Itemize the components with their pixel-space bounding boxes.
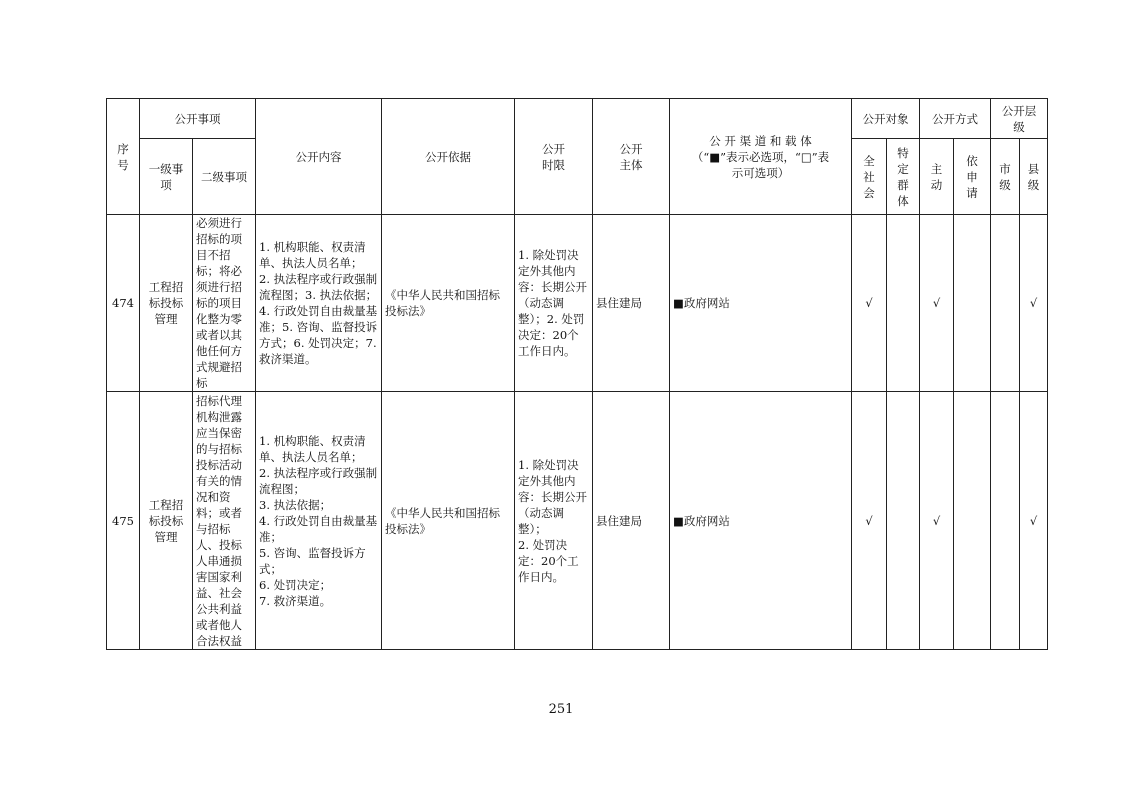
page-number: 251 (548, 702, 574, 717)
header-method-request: 依 申 请 (954, 139, 991, 215)
row-level-county: √ (1020, 215, 1048, 392)
row-seq: 474 (107, 215, 140, 392)
row-basis: 《中华人民共和国招标投标法》 (382, 392, 515, 650)
row-level2: 必须进行招标的项目不招标；将必须进行招标的项目化整为零或者以其他任何方式规避招标 (193, 215, 256, 392)
header-level1: 一级事 项 (140, 139, 193, 215)
header-channel: 公 开 渠 道 和 载 体 （“■”表示必选项，“□”表 示可选项） (670, 99, 852, 215)
row-content: 1. 机构职能、权责清单、执法人员名单； 2. 执法程序或行政强制流程图；3. 执法依据；4. 行政处罚自由裁量基准；5. 咨询、监督投诉方式；6. 处罚决定；7. 救济渠道。 (256, 215, 382, 392)
header-subject: 公开 主体 (593, 99, 670, 215)
row-basis: 《中华人民共和国招标投标法》 (382, 215, 515, 392)
header-seq: 序 号 (107, 99, 140, 215)
row-method-request (954, 392, 991, 650)
row-level-county: √ (1020, 392, 1048, 650)
row-method-request (954, 215, 991, 392)
table-row (107, 215, 1048, 392)
row-target-specific (887, 392, 920, 650)
row-method-active: √ (920, 215, 954, 392)
header-level2: 二级事项 (193, 139, 256, 215)
row-subject: 县住建局 (593, 215, 670, 392)
header-basis: 公开依据 (382, 99, 515, 215)
header-level-county: 县 级 (1020, 139, 1048, 215)
row-level-city (991, 215, 1020, 392)
header-target: 公开对象 (852, 99, 920, 139)
row-target-specific (887, 215, 920, 392)
header-method-active: 主 动 (920, 139, 954, 215)
row-level1: 工程招 标投标 管理 (140, 215, 193, 392)
header-level-city: 市 级 (991, 139, 1020, 215)
row-time-limit: 1. 除处罚决定外其他内容：长期公开（动态调整）；2. 处罚决定：20个工作日内。 (515, 215, 593, 392)
row-level2: 招标代理机构泄露应当保密的与招标投标活动有关的情况和资料；或者与招标人、投标人串通损害国家利益、社会公共利益或者他人合法权益 (193, 392, 256, 650)
header-item: 公开事项 (140, 99, 256, 139)
header-target-specific: 特 定 群 体 (887, 139, 920, 215)
row-content: 1. 机构职能、权责清单、执法人员名单； 2. 执法程序或行政强制流程图； 3. 执法依据； 4. 行政处罚自由裁量基准； 5. 咨询、监督投诉方式； 6. 处罚决定； 7. 救济渠道。 (256, 392, 382, 650)
row-subject: 县住建局 (593, 392, 670, 650)
row-level-city (991, 392, 1020, 650)
row-method-active: √ (920, 392, 954, 650)
header-method: 公开方式 (920, 99, 991, 139)
row-target-all: √ (852, 392, 887, 650)
row-channel: ■政府网站 (670, 215, 852, 392)
header-content: 公开内容 (256, 99, 382, 215)
header-time-limit: 公开 时限 (515, 99, 593, 215)
table-row (107, 392, 1048, 650)
row-level1: 工程招 标投标 管理 (140, 392, 193, 650)
row-channel: ■政府网站 (670, 392, 852, 650)
row-seq: 475 (107, 392, 140, 650)
header-target-all: 全 社 会 (852, 139, 887, 215)
row-time-limit: 1. 除处罚决定外其他内容：长期公开（动态调整）； 2. 处罚决定：20个工作日内。 (515, 392, 593, 650)
row-target-all: √ (852, 215, 887, 392)
disclosure-table (106, 98, 1048, 650)
header-level: 公开层 级 (991, 99, 1048, 139)
